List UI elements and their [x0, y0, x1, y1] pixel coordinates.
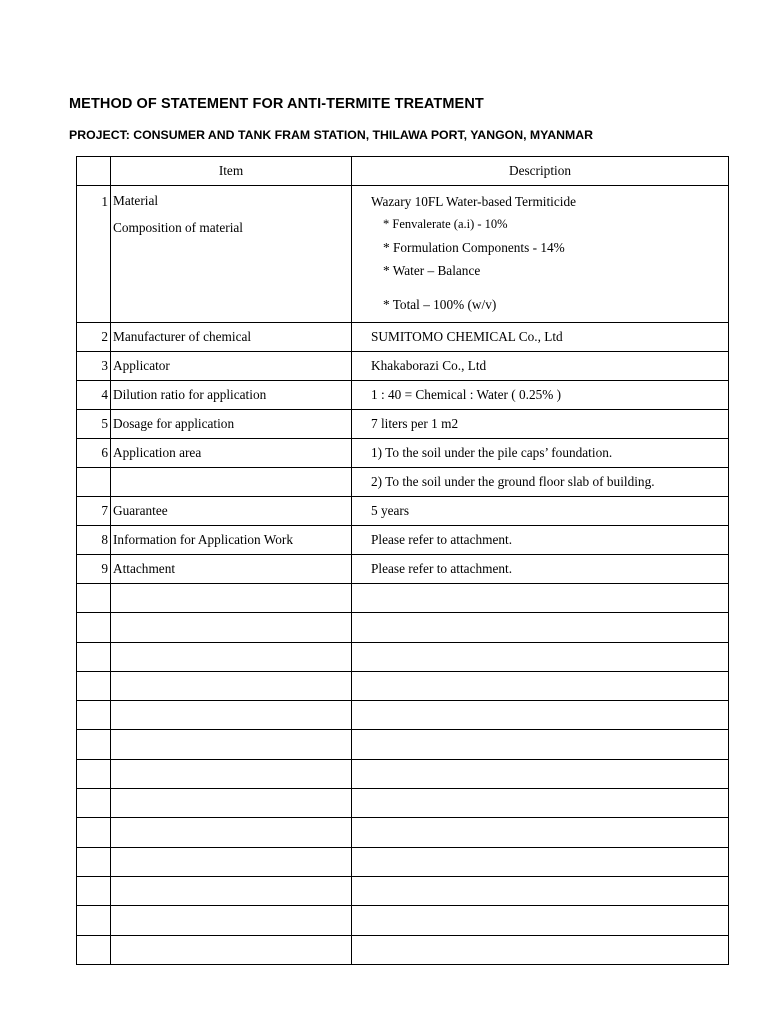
item-cell: Application area	[111, 439, 352, 468]
empty-row	[77, 789, 729, 818]
empty-cell	[77, 935, 111, 964]
empty-row	[77, 935, 729, 964]
description-cell	[352, 186, 729, 323]
empty-cell	[352, 759, 729, 788]
table-row-material	[77, 186, 729, 323]
empty-cell	[77, 876, 111, 905]
row-number	[77, 468, 111, 497]
empty-row	[77, 642, 729, 671]
table-header-row	[77, 157, 729, 186]
desc-main: Wazary 10FL Water-based Termiticide	[371, 194, 577, 209]
empty-cell	[352, 671, 729, 700]
empty-cell	[111, 847, 352, 876]
empty-cell	[111, 876, 352, 905]
row-number: 3	[77, 352, 111, 381]
item-cell	[111, 468, 352, 497]
row-number: 8	[77, 526, 111, 555]
table-row	[77, 439, 729, 468]
row-number: 2	[77, 323, 111, 352]
empty-cell	[111, 584, 352, 613]
empty-cell	[111, 818, 352, 847]
desc-sub-water: * Water – Balance	[383, 263, 481, 278]
empty-cell	[352, 789, 729, 818]
empty-cell	[352, 818, 729, 847]
empty-cell	[77, 847, 111, 876]
document-title: METHOD OF STATEMENT FOR ANTI-TERMITE TREATMENT	[69, 96, 484, 112]
table-row	[77, 497, 729, 526]
description-cell: 1 : 40 = Chemical : Water ( 0.25% )	[352, 381, 729, 410]
item-cell: Information for Application Work	[111, 526, 352, 555]
description-cell: 1) To the soil under the pile caps’ foundation.	[352, 439, 729, 468]
empty-row	[77, 906, 729, 935]
empty-cell	[352, 730, 729, 759]
table-row	[77, 468, 729, 497]
treatment-table	[76, 156, 729, 965]
table-row	[77, 381, 729, 410]
desc-sub-total: * Total – 100% (w/v)	[383, 297, 497, 312]
empty-cell	[77, 906, 111, 935]
empty-cell	[111, 642, 352, 671]
empty-row	[77, 730, 729, 759]
desc-sub-formulation: * Formulation Components - 14%	[383, 240, 565, 255]
description-cell: 2) To the soil under the ground floor slab of building.	[352, 468, 729, 497]
row-number: 1	[77, 186, 111, 323]
empty-cell	[77, 613, 111, 642]
empty-cell	[77, 818, 111, 847]
empty-cell	[111, 701, 352, 730]
empty-cell	[111, 759, 352, 788]
project-line: PROJECT: CONSUMER AND TANK FRAM STATION, THILAWA PORT, YANGON, MYANMAR	[69, 128, 593, 142]
item-cell	[111, 186, 352, 323]
empty-cell	[77, 701, 111, 730]
description-cell: Khakaborazi Co., Ltd	[352, 352, 729, 381]
empty-cell	[352, 584, 729, 613]
empty-cell	[111, 906, 352, 935]
empty-cell	[352, 701, 729, 730]
description-cell: SUMITOMO CHEMICAL Co., Ltd	[352, 323, 729, 352]
header-description: Description	[352, 157, 729, 186]
empty-cell	[111, 613, 352, 642]
row-number: 9	[77, 555, 111, 584]
table-row	[77, 323, 729, 352]
empty-row	[77, 613, 729, 642]
item-cell: Attachment	[111, 555, 352, 584]
header-item: Item	[111, 157, 352, 186]
empty-row	[77, 818, 729, 847]
desc-sub-fenvalerate: * Fenvalerate (a.i) - 10%	[383, 217, 508, 231]
empty-cell	[111, 789, 352, 818]
empty-cell	[77, 671, 111, 700]
table-row	[77, 352, 729, 381]
item-cell: Dosage for application	[111, 410, 352, 439]
empty-cell	[352, 906, 729, 935]
item-composition: Composition of material	[113, 220, 243, 235]
row-number: 6	[77, 439, 111, 468]
empty-cell	[111, 730, 352, 759]
table-row	[77, 555, 729, 584]
description-cell: Please refer to attachment.	[352, 555, 729, 584]
description-cell: 7 liters per 1 m2	[352, 410, 729, 439]
row-number: 4	[77, 381, 111, 410]
empty-cell	[352, 613, 729, 642]
empty-cell	[77, 642, 111, 671]
item-cell: Manufacturer of chemical	[111, 323, 352, 352]
table-row	[77, 526, 729, 555]
item-cell: Guarantee	[111, 497, 352, 526]
empty-cell	[77, 730, 111, 759]
description-cell: Please refer to attachment.	[352, 526, 729, 555]
empty-cell	[77, 584, 111, 613]
item-cell: Dilution ratio for application	[111, 381, 352, 410]
empty-row	[77, 759, 729, 788]
header-no-cell	[77, 157, 111, 186]
description-cell: 5 years	[352, 497, 729, 526]
item-cell: Applicator	[111, 352, 352, 381]
empty-row	[77, 671, 729, 700]
empty-cell	[111, 671, 352, 700]
empty-cell	[352, 935, 729, 964]
empty-row	[77, 701, 729, 730]
empty-cell	[352, 876, 729, 905]
row-number: 5	[77, 410, 111, 439]
empty-cell	[352, 847, 729, 876]
empty-cell	[111, 935, 352, 964]
item-material: Material	[113, 193, 159, 208]
empty-row	[77, 584, 729, 613]
empty-row	[77, 847, 729, 876]
table-row	[77, 410, 729, 439]
empty-cell	[77, 759, 111, 788]
row-number: 7	[77, 497, 111, 526]
empty-cell	[352, 642, 729, 671]
empty-row	[77, 876, 729, 905]
empty-cell	[77, 789, 111, 818]
